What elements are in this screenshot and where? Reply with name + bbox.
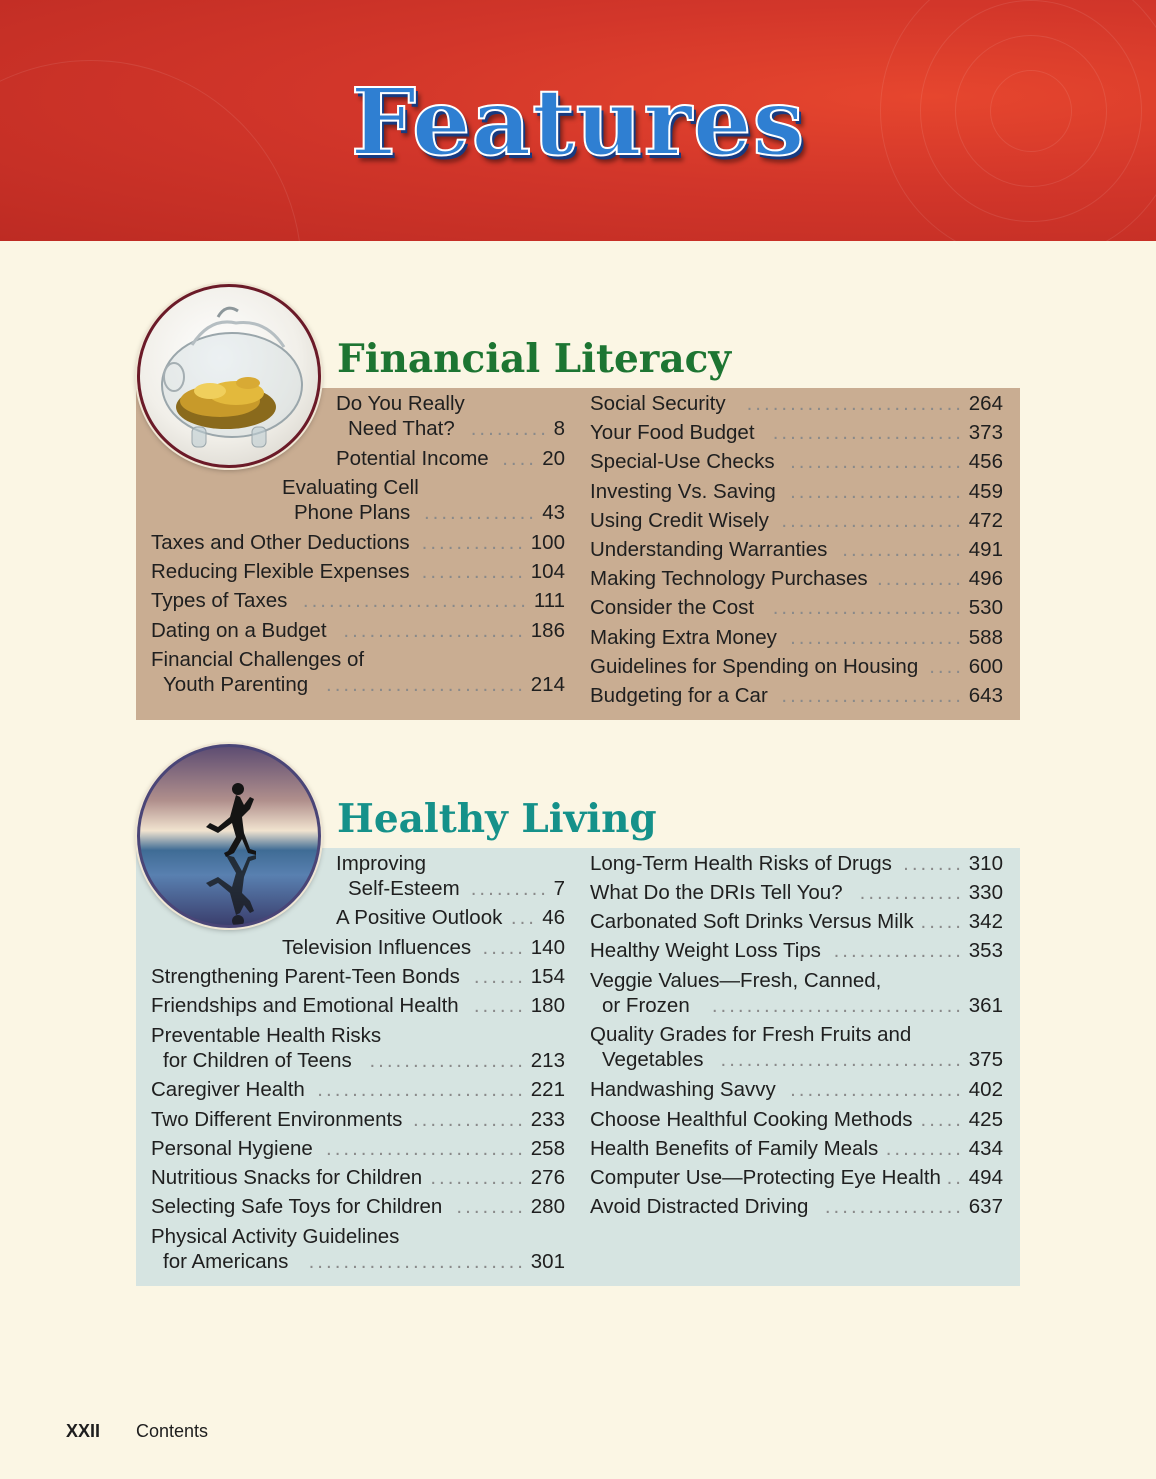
toc-entry-page: 494 — [968, 1166, 1003, 1189]
toc-entry — [590, 625, 1003, 650]
toc-entry-page: 637 — [968, 1195, 1003, 1218]
toc-entry — [151, 1136, 565, 1161]
toc-entry-page: 310 — [968, 852, 1003, 875]
toc-entry-title: or Frozen — [602, 994, 690, 1017]
dot-leader: ...................... — [772, 421, 964, 444]
page-title: Features — [350, 68, 806, 176]
toc-entry-page: 111 — [533, 589, 565, 612]
toc-entry — [336, 391, 565, 441]
healthy-living-heading: Healthy Living — [337, 796, 657, 842]
toc-entry-title: Guidelines for Spending on Housing — [590, 655, 919, 678]
dot-leader: ....... — [903, 852, 964, 875]
dot-leader: ......................... — [746, 392, 964, 415]
toc-entry-page: 221 — [530, 1078, 565, 1101]
dot-leader: ..................... — [781, 509, 964, 532]
toc-entry-title: Self-Esteem — [348, 877, 460, 900]
features-banner — [0, 0, 1156, 241]
dot-leader: ....................... — [326, 1137, 526, 1160]
toc-entry-page: 434 — [968, 1137, 1003, 1160]
toc-entry-page: 154 — [530, 965, 565, 988]
toc-entry-title: Healthy Weight Loss Tips — [590, 939, 821, 962]
toc-entry-page: 186 — [530, 619, 565, 642]
toc-entry — [590, 1022, 1003, 1072]
toc-entry-page: 373 — [968, 421, 1003, 444]
dot-leader: .... — [502, 447, 537, 470]
toc-entry-page: 472 — [968, 509, 1003, 532]
toc-entry — [590, 1136, 1003, 1161]
dot-leader: ............................ — [720, 1048, 964, 1071]
toc-entry-title: Two Different Environments — [151, 1108, 403, 1131]
toc-entry — [590, 537, 1003, 562]
toc-entry-page: 43 — [542, 501, 565, 524]
toc-entry — [590, 595, 1003, 620]
toc-entry — [151, 618, 565, 643]
toc-entry-page: 375 — [968, 1048, 1003, 1071]
toc-entry-title: A Positive Outlook — [336, 906, 503, 929]
toc-entry — [590, 508, 1003, 533]
dot-leader: .................... — [790, 480, 964, 503]
toc-entry-title: Vegetables — [602, 1048, 704, 1071]
toc-entry-page: 276 — [530, 1166, 565, 1189]
toc-entry-title: for Americans — [163, 1250, 289, 1273]
dot-leader: .................... — [790, 626, 964, 649]
toc-entry-title: Using Credit Wisely — [590, 509, 769, 532]
toc-entry-page: 180 — [530, 994, 565, 1017]
toc-entry-title: Special-Use Checks — [590, 450, 775, 473]
toc-entry — [590, 566, 1003, 591]
toc-entry-title: Investing Vs. Saving — [590, 480, 776, 503]
toc-entry-title: Social Security — [590, 392, 726, 415]
toc-entry-title: Television Influences — [282, 936, 472, 959]
toc-entry — [590, 479, 1003, 504]
dot-leader: .................... — [790, 450, 964, 473]
dot-leader: ................ — [824, 1195, 964, 1218]
toc-entry-page: 530 — [968, 596, 1003, 619]
dot-leader: .................... — [790, 1078, 964, 1101]
toc-entry — [590, 968, 1003, 1018]
toc-entry-title: Handwashing Savvy — [590, 1078, 776, 1101]
toc-entry-title: Avoid Distracted Driving — [590, 1195, 809, 1218]
toc-entry — [590, 683, 1003, 708]
toc-entry — [590, 420, 1003, 445]
toc-entry-title: Reducing Flexible Expenses — [151, 560, 410, 583]
toc-entry-title: Selecting Safe Toys for Children — [151, 1195, 443, 1218]
dot-leader: ............ — [421, 531, 526, 554]
dot-leader: ............ — [859, 881, 964, 904]
dot-leader: ............... — [833, 939, 964, 962]
toc-entry-title: Preventable Health Risks — [151, 1024, 382, 1047]
toc-entry-page: 491 — [968, 538, 1003, 561]
dot-leader: ........ — [456, 1195, 526, 1218]
toc-entry-page: 140 — [530, 936, 565, 959]
toc-entry — [282, 475, 565, 525]
footer-page-number: XXII — [66, 1421, 101, 1441]
toc-entry-page: 301 — [530, 1250, 565, 1273]
dot-leader: ..................... — [343, 619, 526, 642]
toc-entry-page: 496 — [968, 567, 1003, 590]
toc-entry — [590, 391, 1003, 416]
runner-silhouette-icon — [137, 744, 321, 928]
toc-entry-title: Friendships and Emotional Health — [151, 994, 459, 1017]
toc-entry — [282, 935, 565, 960]
toc-entry-title: Youth Parenting — [163, 673, 309, 696]
toc-entry — [151, 1194, 565, 1219]
dot-leader: .. — [946, 1166, 964, 1189]
dot-leader: ..... — [920, 1108, 964, 1131]
toc-entry-title: for Children of Teens — [163, 1049, 352, 1072]
toc-entry-page: 402 — [968, 1078, 1003, 1101]
toc-entry-title: Need That? — [348, 417, 455, 440]
dot-leader: ............. — [412, 1108, 526, 1131]
financial-literacy-heading: Financial Literacy — [337, 336, 731, 382]
toc-entry-page: 600 — [968, 655, 1003, 678]
toc-entry-page: 330 — [968, 881, 1003, 904]
toc-entry-page: 353 — [968, 939, 1003, 962]
toc-entry-page: 100 — [530, 531, 565, 554]
toc-entry-page: 233 — [530, 1108, 565, 1131]
dot-leader: .................. — [369, 1049, 526, 1072]
dot-leader: ..... — [482, 936, 526, 959]
toc-entry — [151, 1023, 565, 1073]
toc-entry-title: Strengthening Parent-Teen Bonds — [151, 965, 460, 988]
toc-entry — [590, 654, 1003, 679]
toc-entry-page: 258 — [530, 1137, 565, 1160]
toc-entry-page: 425 — [968, 1108, 1003, 1131]
toc-entry — [151, 588, 565, 613]
toc-entry-title: Health Benefits of Family Meals — [590, 1137, 879, 1160]
toc-entry — [590, 1194, 1003, 1219]
dot-leader: ...... — [473, 965, 526, 988]
footer-label: Contents — [136, 1421, 209, 1441]
toc-entry-page: 588 — [968, 626, 1003, 649]
toc-entry — [151, 1077, 565, 1102]
toc-entry-page: 264 — [968, 392, 1003, 415]
toc-entry — [151, 559, 565, 584]
toc-entry-title: Dating on a Budget — [151, 619, 327, 642]
toc-entry-title: Understanding Warranties — [590, 538, 828, 561]
toc-entry — [336, 446, 565, 471]
toc-entry-title: Carbonated Soft Drinks Versus Milk — [590, 910, 914, 933]
toc-entry — [151, 964, 565, 989]
dot-leader: ........... — [430, 1166, 526, 1189]
dot-leader: ..................... — [781, 684, 964, 707]
toc-entry — [590, 449, 1003, 474]
toc-entry-title: Veggie Values—Fresh, Canned, — [590, 969, 882, 992]
toc-entry-page: 46 — [542, 906, 565, 929]
toc-entry — [590, 880, 1003, 905]
toc-entry — [336, 905, 565, 930]
piggy-bank-coins-icon — [137, 284, 321, 468]
toc-entry — [336, 851, 565, 901]
dot-leader: ....................... — [326, 673, 526, 696]
toc-entry — [590, 938, 1003, 963]
dot-leader: ............................. — [711, 994, 964, 1017]
toc-entry — [151, 1107, 565, 1132]
toc-entry-title: Do You Really — [336, 392, 465, 415]
toc-entry — [151, 530, 565, 555]
dot-leader: .......................... — [302, 589, 529, 612]
toc-entry-title: Caregiver Health — [151, 1078, 305, 1101]
toc-entry-page: 213 — [530, 1049, 565, 1072]
dot-leader: ..... — [920, 910, 964, 933]
toc-entry-page: 214 — [530, 673, 565, 696]
toc-entry-title: Phone Plans — [294, 501, 411, 524]
toc-entry — [590, 851, 1003, 876]
toc-entry-title: Potential Income — [336, 447, 489, 470]
toc-entry — [151, 1165, 565, 1190]
toc-entry-title: Physical Activity Guidelines — [151, 1225, 400, 1248]
toc-entry-title: Making Extra Money — [590, 626, 777, 649]
dot-leader: .............. — [842, 538, 964, 561]
dot-leader: .... — [929, 655, 964, 678]
toc-entry — [151, 993, 565, 1018]
toc-entry-page: 104 — [530, 560, 565, 583]
dot-leader: ...... — [473, 994, 526, 1017]
toc-entry-title: Personal Hygiene — [151, 1137, 313, 1160]
dot-leader: ......................... — [308, 1250, 526, 1273]
dot-leader: ......... — [470, 417, 549, 440]
toc-entry-page: 361 — [968, 994, 1003, 1017]
toc-entry-page: 342 — [968, 910, 1003, 933]
toc-entry-title: Types of Taxes — [151, 589, 288, 612]
toc-entry — [590, 1165, 1003, 1190]
dot-leader: ............ — [421, 560, 526, 583]
toc-entry-title: Taxes and Other Deductions — [151, 531, 410, 554]
dot-leader: ......... — [885, 1137, 964, 1160]
toc-entry — [151, 647, 565, 697]
dot-leader: ......... — [470, 877, 549, 900]
toc-entry-title: Long-Term Health Risks of Drugs — [590, 852, 892, 875]
toc-entry-title: Evaluating Cell — [282, 476, 419, 499]
toc-entry-title: Budgeting for a Car — [590, 684, 768, 707]
dot-leader: ...................... — [772, 596, 964, 619]
toc-entry-title: What Do the DRIs Tell You? — [590, 881, 843, 904]
toc-entry-title: Choose Healthful Cooking Methods — [590, 1108, 913, 1131]
toc-entry-title: Consider the Cost — [590, 596, 755, 619]
toc-entry-page: 643 — [968, 684, 1003, 707]
toc-entry-title: Quality Grades for Fresh Fruits and — [590, 1023, 912, 1046]
toc-entry-page: 7 — [553, 877, 565, 900]
toc-entry-page: 280 — [530, 1195, 565, 1218]
toc-entry-page: 459 — [968, 480, 1003, 503]
toc-entry — [151, 1224, 565, 1274]
toc-entry — [590, 1077, 1003, 1102]
toc-entry-title: Financial Challenges of — [151, 648, 365, 671]
dot-leader: ........................ — [317, 1078, 526, 1101]
toc-entry-title: Making Technology Purchases — [590, 567, 868, 590]
toc-entry-title: Computer Use—Protecting Eye Health — [590, 1166, 941, 1189]
toc-entry-page: 8 — [553, 417, 565, 440]
dot-leader: .......... — [877, 567, 964, 590]
toc-entry-title: Your Food Budget — [590, 421, 755, 444]
dot-leader: ............. — [423, 501, 537, 524]
toc-entry-page: 20 — [542, 447, 565, 470]
toc-entry — [590, 1107, 1003, 1132]
toc-entry-page: 456 — [968, 450, 1003, 473]
toc-entry-title: Improving — [336, 852, 427, 875]
toc-entry-title: Nutritious Snacks for Children — [151, 1166, 423, 1189]
dot-leader: ... — [510, 906, 537, 929]
toc-entry — [590, 909, 1003, 934]
